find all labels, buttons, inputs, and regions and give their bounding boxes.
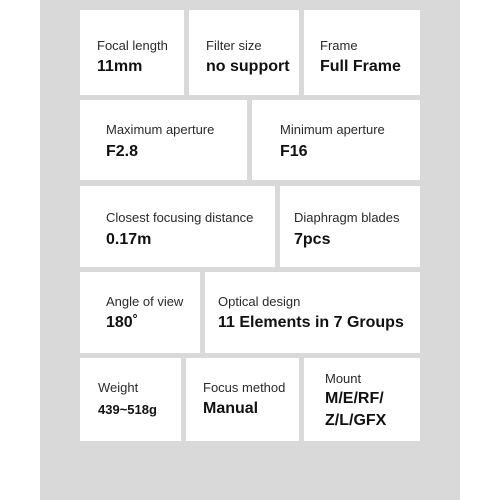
- spec-value: M/E/RF/ Z/L/GFX: [325, 390, 387, 429]
- spec-cell-focus-method: [186, 358, 299, 441]
- spec-label: Weight: [98, 380, 139, 395]
- spec-label: Angle of view: [106, 294, 184, 309]
- spec-value: 11 Elements in 7 Groups: [218, 314, 404, 331]
- spec-cell-weight: [80, 358, 181, 441]
- spec-cell-diaphragm-blades: [280, 186, 420, 267]
- spec-label: Focus method: [203, 380, 286, 395]
- spec-cell-filter-size: [189, 10, 299, 95]
- spec-value: 0.17m: [106, 231, 152, 248]
- spec-cell-closest-focusing-distance: [80, 186, 275, 267]
- spec-value: 439~518g: [98, 402, 157, 417]
- spec-cell-focal-length: [80, 10, 184, 95]
- spec-cell-maximum-aperture: [80, 100, 247, 180]
- spec-label: Filter size: [206, 38, 262, 53]
- spec-cell-mount: [304, 358, 420, 441]
- spec-value: F2.8: [106, 143, 139, 160]
- spec-label: Optical design: [218, 294, 301, 309]
- spec-cell-frame: [304, 10, 420, 95]
- spec-label: Focal length: [97, 38, 168, 53]
- spec-cell-minimum-aperture: [252, 100, 420, 180]
- spec-value: 11mm: [97, 58, 143, 75]
- spec-label: Minimum aperture: [280, 122, 385, 137]
- spec-cell-optical-design: [205, 272, 420, 353]
- spec-label: Closest focusing distance: [106, 210, 254, 225]
- spec-value: Full Frame: [320, 58, 401, 75]
- spec-cell-angle-of-view: [80, 272, 200, 353]
- spec-value: no support: [206, 58, 290, 75]
- spec-value: F16: [280, 143, 308, 160]
- spec-label: Maximum aperture: [106, 122, 215, 137]
- spec-label: Diaphragm blades: [294, 210, 400, 225]
- spec-value: 180˚: [106, 314, 139, 331]
- spec-label: Frame: [320, 38, 358, 53]
- spec-value: 7pcs: [294, 231, 331, 248]
- spec-value: Manual: [203, 400, 259, 417]
- spec-label: Mount: [325, 371, 362, 386]
